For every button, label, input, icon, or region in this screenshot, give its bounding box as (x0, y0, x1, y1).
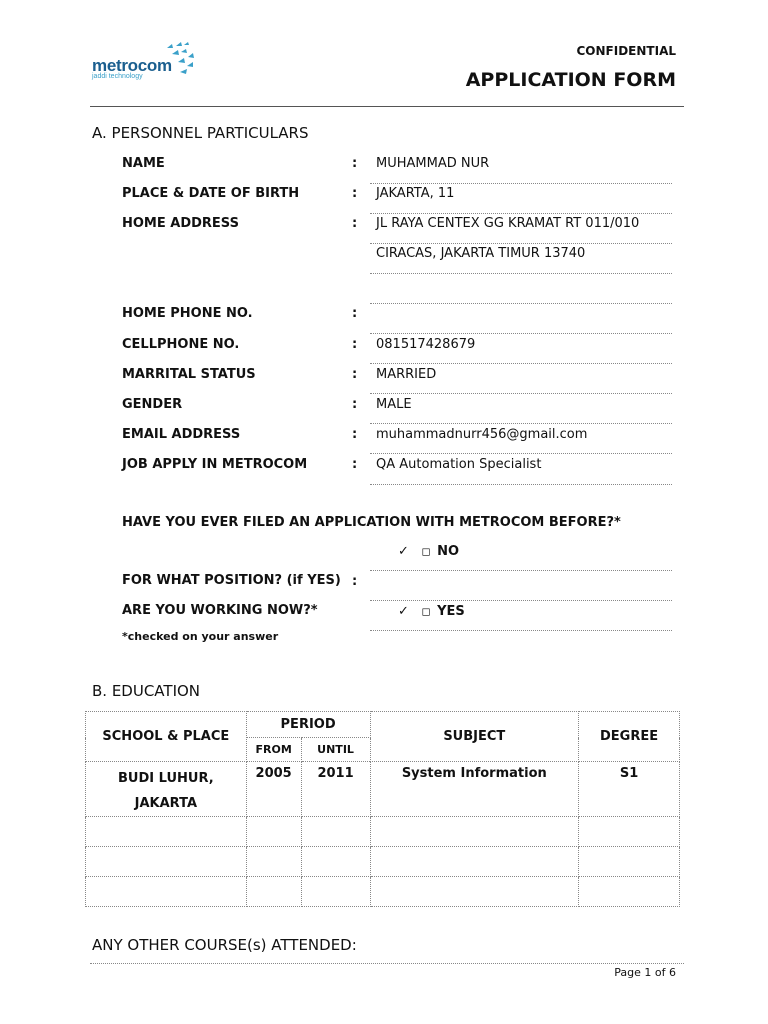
logo-subtitle: jaddi technology (92, 73, 143, 80)
answer-note: *checked on your answer (122, 630, 279, 643)
section-b-title: B. EDUCATION (92, 682, 201, 700)
section-a-title: A. PERSONNEL PARTICULARS (92, 124, 309, 142)
empty-cell[interactable] (579, 877, 680, 907)
empty-cell[interactable] (579, 817, 680, 847)
field-underline (370, 363, 672, 364)
empty-cell[interactable] (246, 817, 301, 847)
field-underline (370, 243, 672, 244)
empty-cell[interactable] (301, 817, 370, 847)
marital-status-value[interactable]: MARRIED (376, 367, 437, 382)
home-address-value-2[interactable]: CIRACAS, JAKARTA TIMUR 13740 (376, 246, 586, 261)
page-number: Page 1 of 6 (614, 966, 676, 979)
confidential-label: CONFIDENTIAL (576, 44, 676, 58)
table-row (86, 877, 680, 907)
empty-cell[interactable] (246, 877, 301, 907)
job-apply-value[interactable]: QA Automation Specialist (376, 457, 542, 472)
colon: : (352, 337, 358, 352)
home-address-label: HOME ADDRESS (122, 216, 239, 231)
until-cell[interactable]: 2011 (301, 762, 370, 817)
subject-header: SUBJECT (370, 712, 579, 762)
colon: : (352, 457, 358, 472)
field-underline (370, 273, 672, 274)
from-cell[interactable]: 2005 (246, 762, 301, 817)
no-option[interactable] (398, 544, 459, 559)
checkbox-icon: ◻ (421, 545, 431, 558)
from-header: FROM (246, 738, 301, 762)
footer-divider (90, 963, 684, 964)
field-underline (370, 423, 672, 424)
field-underline (370, 630, 672, 631)
email-value[interactable]: muhammadnurr456@gmail.com (376, 427, 588, 442)
checkbox-icon: ◻ (421, 605, 431, 618)
name-label: NAME (122, 156, 165, 171)
other-courses-title: ANY OTHER COURSE(s) ATTENDED: (92, 936, 357, 954)
header-divider (90, 106, 684, 107)
gender-value[interactable]: MALE (376, 397, 412, 412)
field-underline (370, 183, 672, 184)
colon: : (352, 367, 358, 382)
period-header: PERIOD (246, 712, 370, 738)
field-underline (370, 393, 672, 394)
field-underline (370, 570, 672, 571)
empty-cell[interactable] (370, 817, 579, 847)
degree-cell[interactable]: S1 (579, 762, 680, 817)
table-row (86, 817, 680, 847)
logo-text: metrocom (92, 56, 172, 75)
field-underline (370, 484, 672, 485)
position-question: FOR WHAT POSITION? (if YES) (122, 573, 341, 588)
field-underline (370, 453, 672, 454)
filed-before-question: HAVE YOU EVER FILED AN APPLICATION WITH METROCOM BEFORE?* (122, 515, 621, 530)
empty-cell[interactable] (370, 877, 579, 907)
yes-option[interactable] (398, 604, 465, 619)
cellphone-value[interactable]: 081517428679 (376, 337, 476, 352)
empty-cell[interactable] (86, 817, 247, 847)
field-underline (370, 303, 672, 304)
check-icon: ✓ (398, 604, 409, 619)
table-row (86, 847, 680, 877)
colon: : (352, 397, 358, 412)
colon: : (352, 186, 358, 201)
working-now-question: ARE YOU WORKING NOW?* (122, 603, 318, 618)
colon: : (352, 427, 358, 442)
email-label: EMAIL ADDRESS (122, 427, 241, 442)
name-value[interactable]: MUHAMMAD NUR (376, 156, 490, 171)
cellphone-label: CELLPHONE NO. (122, 337, 240, 352)
form-title: APPLICATION FORM (465, 69, 676, 91)
home-address-value-1[interactable]: JL RAYA CENTEX GG KRAMAT RT 011/010 (376, 216, 640, 231)
position-answer-line[interactable] (370, 600, 672, 601)
colon: : (352, 306, 358, 321)
field-underline (370, 333, 672, 334)
colon: : (352, 156, 358, 171)
degree-header: DEGREE (579, 712, 680, 762)
school-cell[interactable]: BUDI LUHUR, JAKARTA (86, 762, 247, 817)
empty-cell[interactable] (86, 847, 247, 877)
empty-cell[interactable] (86, 877, 247, 907)
table-row (86, 762, 680, 817)
birth-value[interactable]: JAKARTA, 11 (376, 186, 455, 201)
colon: : (352, 574, 358, 589)
colon: : (352, 216, 358, 231)
no-option-label: NO (437, 544, 460, 559)
education-table (85, 711, 680, 907)
marital-status-label: MARRITAL STATUS (122, 367, 256, 382)
field-underline (370, 213, 672, 214)
empty-cell[interactable] (579, 847, 680, 877)
subject-cell[interactable]: System Information (370, 762, 579, 817)
check-icon: ✓ (398, 544, 409, 559)
job-apply-label: JOB APPLY IN METROCOM (122, 457, 308, 472)
empty-cell[interactable] (370, 847, 579, 877)
gender-label: GENDER (122, 397, 183, 412)
yes-option-label: YES (437, 604, 465, 619)
empty-cell[interactable] (246, 847, 301, 877)
school-header: SCHOOL & PLACE (86, 712, 247, 762)
until-header: UNTIL (301, 738, 370, 762)
birth-label: PLACE & DATE OF BIRTH (122, 186, 300, 201)
empty-cell[interactable] (301, 877, 370, 907)
home-phone-label: HOME PHONE NO. (122, 306, 253, 321)
empty-cell[interactable] (301, 847, 370, 877)
